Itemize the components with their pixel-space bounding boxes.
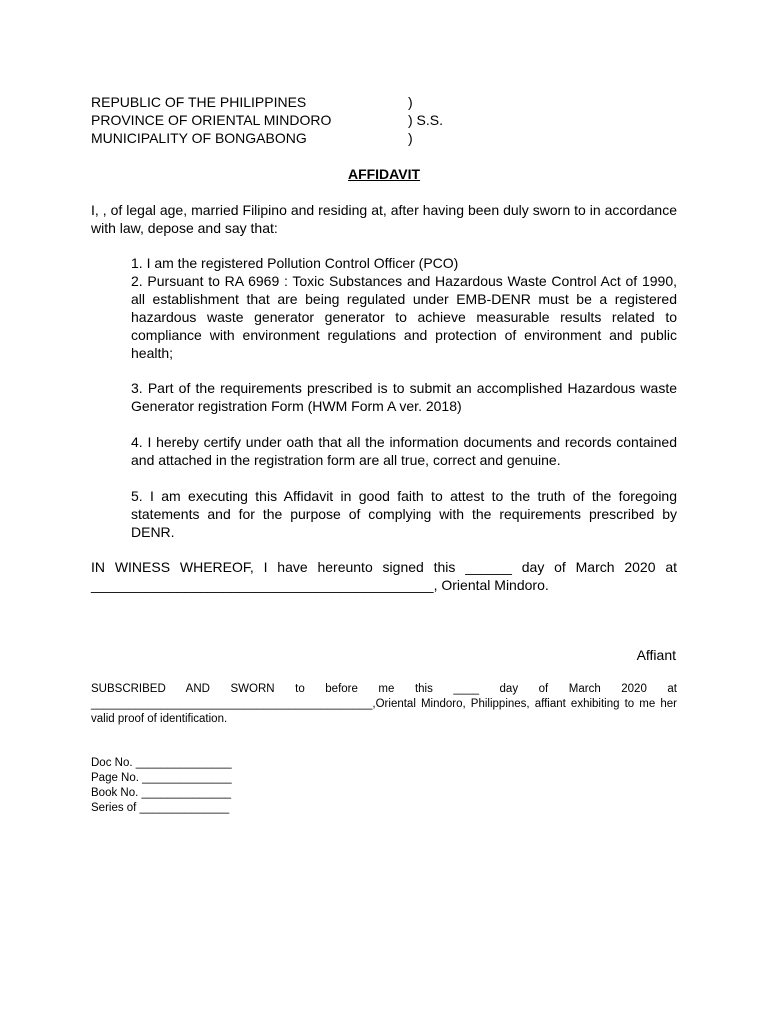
witness-paragraph: IN WINESS WHEREOF, I have hereunto signed this ______ day of March 2020 at ____________________________________________, Oriental Mindoro. (91, 559, 677, 593)
series-number: Series of ______________ (91, 802, 230, 814)
document-title: AFFIDAVIT (347, 166, 421, 182)
venue-ss: ) S.S. (408, 112, 444, 128)
venue-republic: REPUBLIC OF THE PHILIPPINES (91, 94, 307, 110)
item-2: 2. Pursuant to RA 6969 : Toxic Substances and Hazardous Waste Control Act of 1990, all establishment that are being regulated under EMB-DENR must be a registered hazardous waste generator generator to achieve measurable results related to compliance with environment regulations and protection of environment and public health; (131, 273, 677, 361)
page-number: Page No. ______________ (91, 772, 232, 784)
notarial-record (91, 756, 232, 816)
venue-municipality: MUNICIPALITY OF BONGABONG (91, 130, 307, 146)
jurat-paragraph: SUBSCRIBED AND SWORN to before me this ____ day of March 2020 at ____________________________________________,Oriental Mindoro, Philippines, affiant exhibiting to me her valid proof of identification. (91, 683, 677, 725)
item-5: 5. I am executing this Affidavit in good faith to attest to the truth of the foregoing statements and for the purpose of complying with the requirements prescribed by DENR. (131, 488, 677, 540)
book-number: Book No. ______________ (91, 787, 232, 799)
doc-number: Doc No. _______________ (91, 757, 232, 769)
venue-paren: ) (408, 94, 413, 110)
item-4: 4. I hereby certify under oath that all the information documents and records contained and attached in the registration form are all true, correct and genuine. (131, 434, 677, 468)
venue-paren: ) (408, 130, 413, 146)
item-3: 3. Part of the requirements prescribed is to submit an accomplished Hazardous waste Generator registration Form (HWM Form A ver. 2018) (131, 380, 677, 414)
venue-province: PROVINCE OF ORIENTAL MINDORO (91, 112, 332, 128)
intro-paragraph: I, , of legal age, married Filipino and residing at, after having been duly sworn to in accordance with law, depose and say that: (91, 202, 677, 236)
item-1: 1. I am the registered Pollution Control Officer (PCO) (131, 255, 459, 271)
affiant-label: Affiant (636, 647, 676, 663)
